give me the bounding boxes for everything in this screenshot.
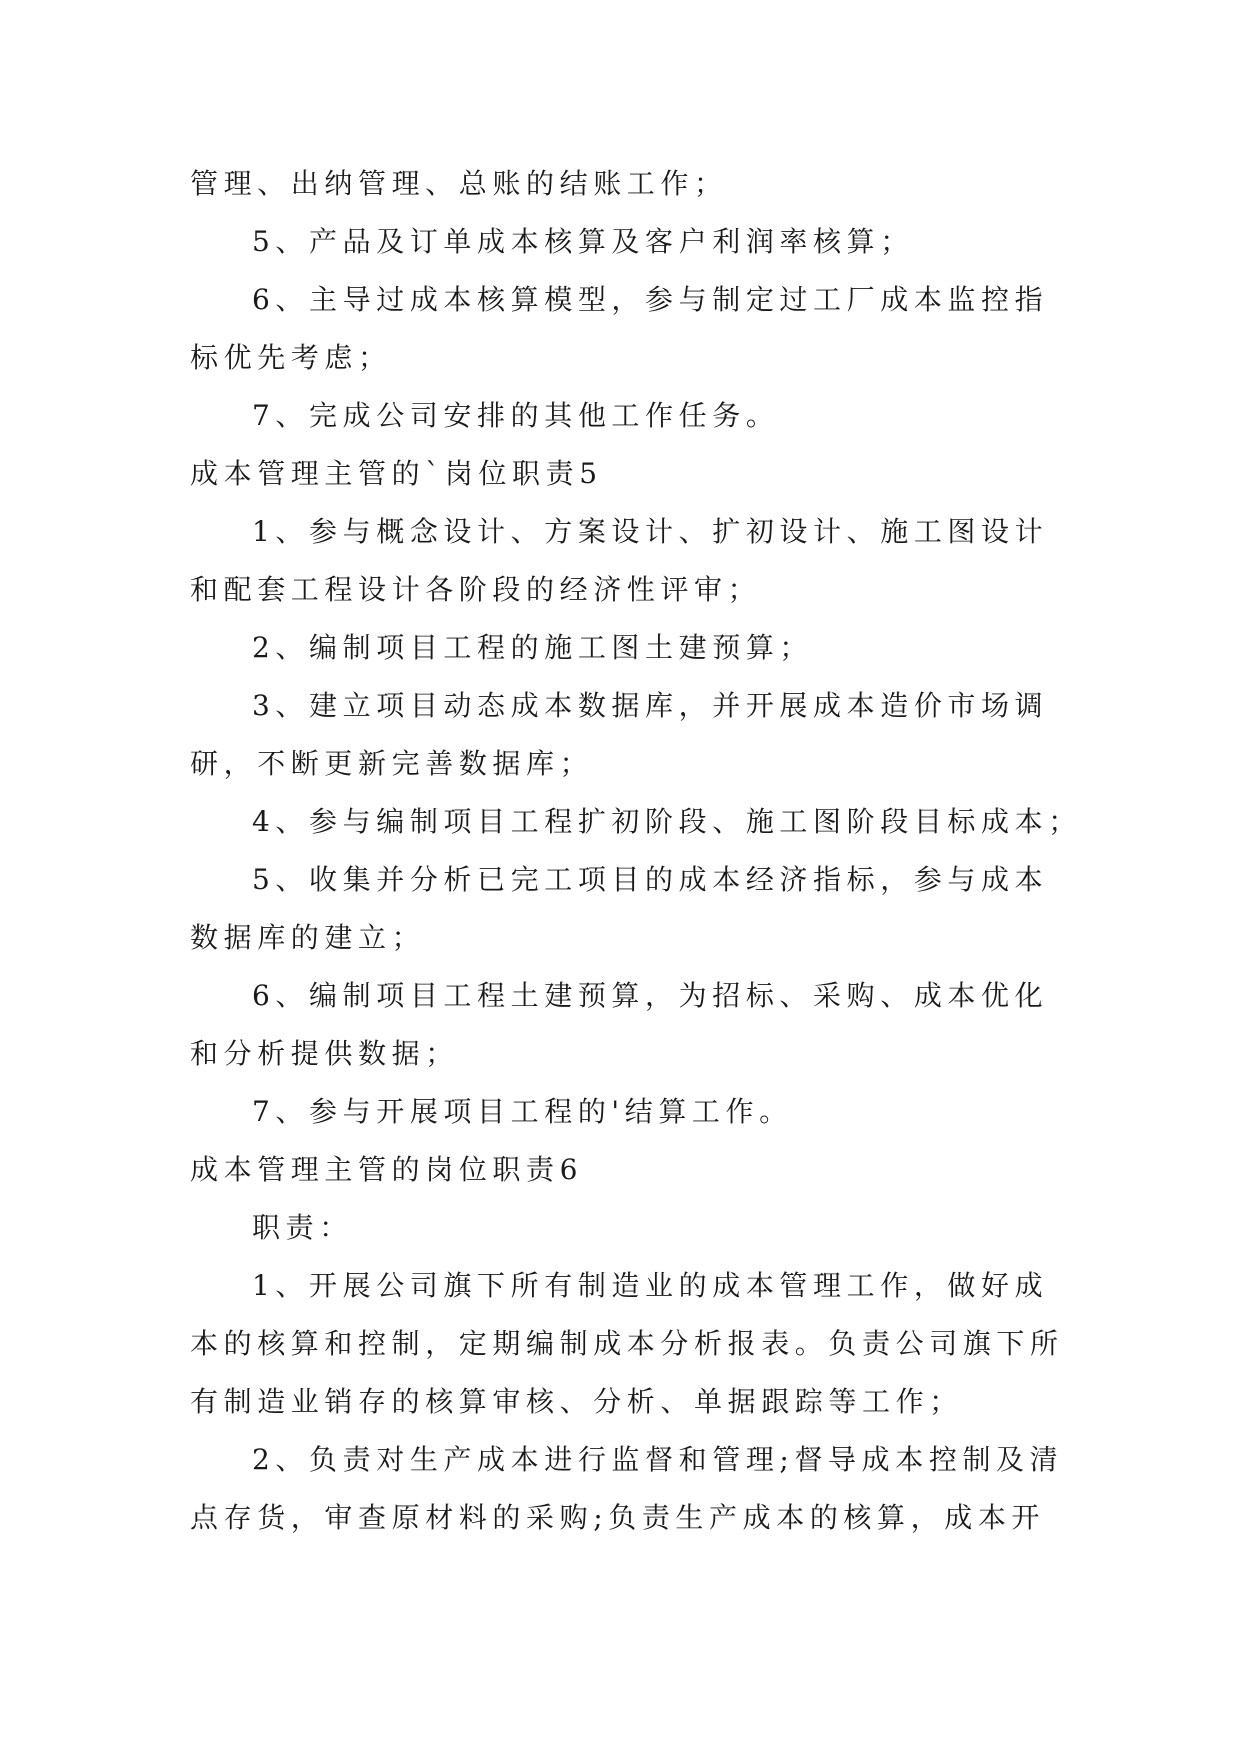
text-line: 数据库的建立； xyxy=(190,921,426,954)
text-line: 5、产品及订单成本核算及客户利润率核算； xyxy=(252,225,914,258)
text-line: 和配套工程设计各阶段的经济性评审； xyxy=(190,573,762,606)
text-line: 标优先考虑； xyxy=(190,341,392,374)
text-line: 4、参与编制项目工程扩初阶段、施工图阶段目标成本； xyxy=(252,805,1082,838)
text-line: 点存货，审查原材料的采购;负责生产成本的核算，成本开 xyxy=(190,1501,1046,1534)
section-heading: 成本管理主管的岗位职责6 xyxy=(190,1153,584,1186)
text-line: 3、建立项目动态成本数据库，并开展成本造价市场调 xyxy=(252,689,1049,722)
text-line: 1、开展公司旗下所有制造业的成本管理工作，做好成 xyxy=(252,1269,1049,1302)
text-line: 管理、出纳管理、总账的结账工作； xyxy=(190,167,728,200)
text-line: 5、收集并分析已完工项目的成本经济指标，参与成本 xyxy=(252,863,1049,896)
text-line: 7、完成公司安排的其他工作任务。 xyxy=(252,399,780,432)
text-line: 本的核算和控制，定期编制成本分析报表。负责公司旗下所 xyxy=(190,1327,1064,1360)
text-line: 职责： xyxy=(252,1211,353,1244)
text-line: 2、负责对生产成本进行监督和管理;督导成本控制及清 xyxy=(252,1443,1064,1476)
text-line: 1、参与概念设计、方案设计、扩初设计、施工图设计 xyxy=(252,515,1049,548)
text-line: 2、编制项目工程的施工图土建预算； xyxy=(252,631,814,664)
text-line: 6、主导过成本核算模型，参与制定过工厂成本监控指 xyxy=(252,283,1049,316)
section-heading: 成本管理主管的`岗位职责5 xyxy=(190,457,603,490)
text-line: 6、编制项目工程土建预算，为招标、采购、成本优化 xyxy=(252,979,1049,1012)
text-line: 和分析提供数据； xyxy=(190,1037,459,1070)
document-body xyxy=(190,155,1082,1547)
text-line: 有制造业销存的核算审核、分析、单据跟踪等工作； xyxy=(190,1385,963,1418)
text-line: 研，不断更新完善数据库； xyxy=(190,747,594,780)
text-line: 7、参与开展项目工程的'结算工作。 xyxy=(252,1095,793,1128)
